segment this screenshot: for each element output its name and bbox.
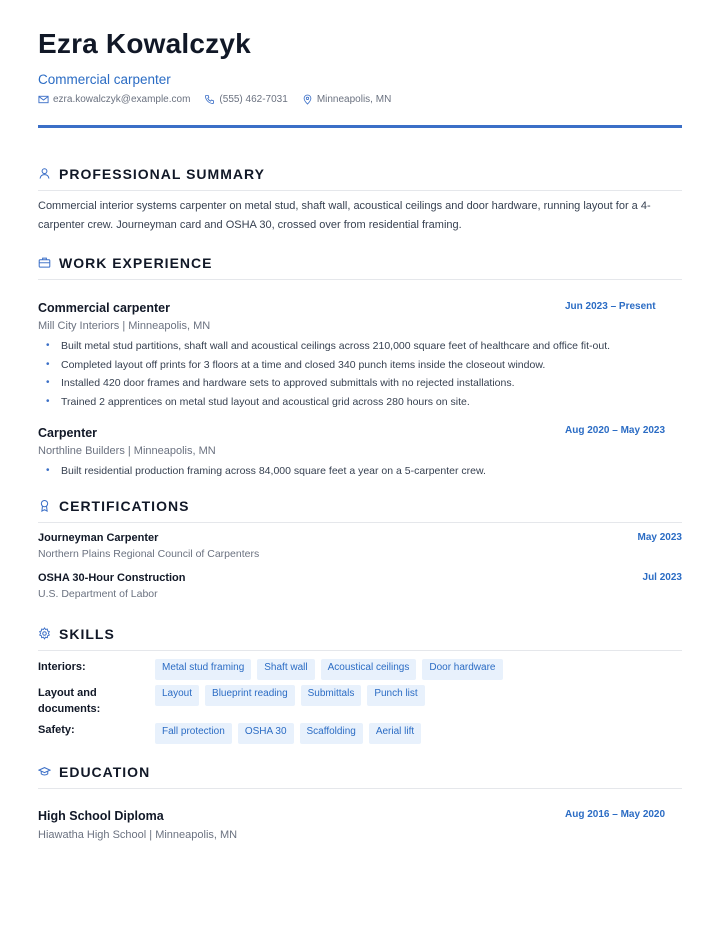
map-pin-icon: [302, 94, 313, 105]
header-divider: [38, 125, 682, 128]
skill-tag: Aerial lift: [369, 723, 421, 744]
section-title: CERTIFICATIONS: [59, 498, 190, 514]
cert-issuer: U.S. Department of Labor: [38, 588, 158, 600]
phone-text: (555) 462-7031: [219, 94, 288, 105]
graduation-cap-icon: [38, 765, 51, 778]
section-certifications-heading: [38, 498, 682, 523]
briefcase-icon: [38, 256, 51, 269]
job-bullets: [46, 337, 676, 412]
contact-email[interactable]: [38, 94, 190, 105]
skill-tag: Blueprint reading: [205, 685, 295, 706]
cert-date: Jul 2023: [642, 572, 682, 583]
cert-date: May 2023: [637, 532, 682, 543]
skill-group-label: Layout and documents:: [38, 687, 101, 715]
job-title: Commercial carpenter: [38, 301, 171, 315]
skill-group-label: Interiors:: [38, 661, 86, 673]
section-title: WORK EXPERIENCE: [59, 255, 213, 271]
skill-tag: Shaft wall: [257, 659, 314, 680]
section-title: PROFESSIONAL SUMMARY: [59, 166, 265, 182]
job-company: Mill City Interiors | Minneapolis, MN: [38, 320, 211, 332]
skill-tags: [155, 723, 427, 744]
summary-text: Commercial interior systems carpenter on metal stud, shaft wall, acoustical ceilings and door hardware, running layout for a 4-carpenter crew. Journeyman card and OSHA 30, crossed over from residential framing.: [38, 200, 651, 231]
section-experience-heading: [38, 255, 682, 280]
user-icon: [38, 167, 51, 180]
education-dates: Aug 2016 – May 2020: [565, 809, 666, 820]
contact-bar: [38, 94, 405, 105]
list-item: • Built metal stud partitions, shaft wall and acoustical ceilings across 210,000 square feet of healthcare and office fit-out.: [46, 337, 676, 356]
section-skills-heading: [38, 626, 682, 651]
section-title: SKILLS: [59, 626, 115, 642]
gear-icon: [38, 627, 51, 640]
cert-title: Journeyman Carpenter: [38, 532, 159, 544]
contact-phone[interactable]: [204, 94, 287, 105]
cert-title: OSHA 30-Hour Construction: [38, 572, 186, 584]
skill-group-label: Safety:: [38, 724, 75, 736]
skill-tags: [155, 659, 509, 680]
skill-tag: Acoustical ceilings: [321, 659, 417, 680]
mail-icon: [38, 94, 49, 105]
skill-tag: Door hardware: [422, 659, 502, 680]
skill-tag: Submittals: [301, 685, 362, 706]
skill-tag: OSHA 30: [238, 723, 294, 744]
email-text: ezra.kowalczyk@example.com: [53, 94, 191, 105]
list-item: • Installed 420 door frames and hardware sets to approved submittals with no rejected installations.: [46, 374, 676, 393]
job-company: Northline Builders | Minneapolis, MN: [38, 445, 216, 457]
award-icon: [38, 499, 51, 512]
skill-tag: Layout: [155, 685, 199, 706]
location-text: Minneapolis, MN: [316, 94, 392, 105]
contact-location: [302, 94, 391, 105]
education-degree: High School Diploma: [38, 809, 164, 823]
list-item: • Trained 2 apprentices on metal stud layout and acoustical grid across 280 hours on site.: [46, 393, 676, 412]
job-bullets: [46, 462, 676, 481]
skill-tags: [155, 685, 431, 706]
section-education-heading: [38, 764, 682, 789]
skill-tag: Fall protection: [155, 723, 232, 744]
job-title: Carpenter: [38, 426, 98, 440]
list-item: • Completed layout off prints for 3 floors at a time and closed 340 punch items inside the closeout window.: [46, 356, 676, 375]
job-dates: Aug 2020 – May 2023: [565, 425, 666, 436]
skill-tag: Scaffolding: [300, 723, 363, 744]
cert-issuer: Northern Plains Regional Council of Carpenters: [38, 548, 260, 560]
section-summary-heading: [38, 166, 682, 191]
education-school: Hiawatha High School | Minneapolis, MN: [38, 829, 238, 841]
list-item: • Built residential production framing across 84,000 square feet a year on a 5-carpenter crew.: [46, 462, 676, 481]
skill-tag: Punch list: [367, 685, 424, 706]
candidate-name: Ezra Kowalczyk: [38, 28, 251, 59]
section-title: EDUCATION: [59, 764, 151, 780]
job-dates: Jun 2023 – Present: [565, 301, 656, 312]
candidate-title: Commercial carpenter: [38, 72, 171, 87]
skill-tag: Metal stud framing: [155, 659, 251, 680]
phone-icon: [204, 94, 215, 105]
